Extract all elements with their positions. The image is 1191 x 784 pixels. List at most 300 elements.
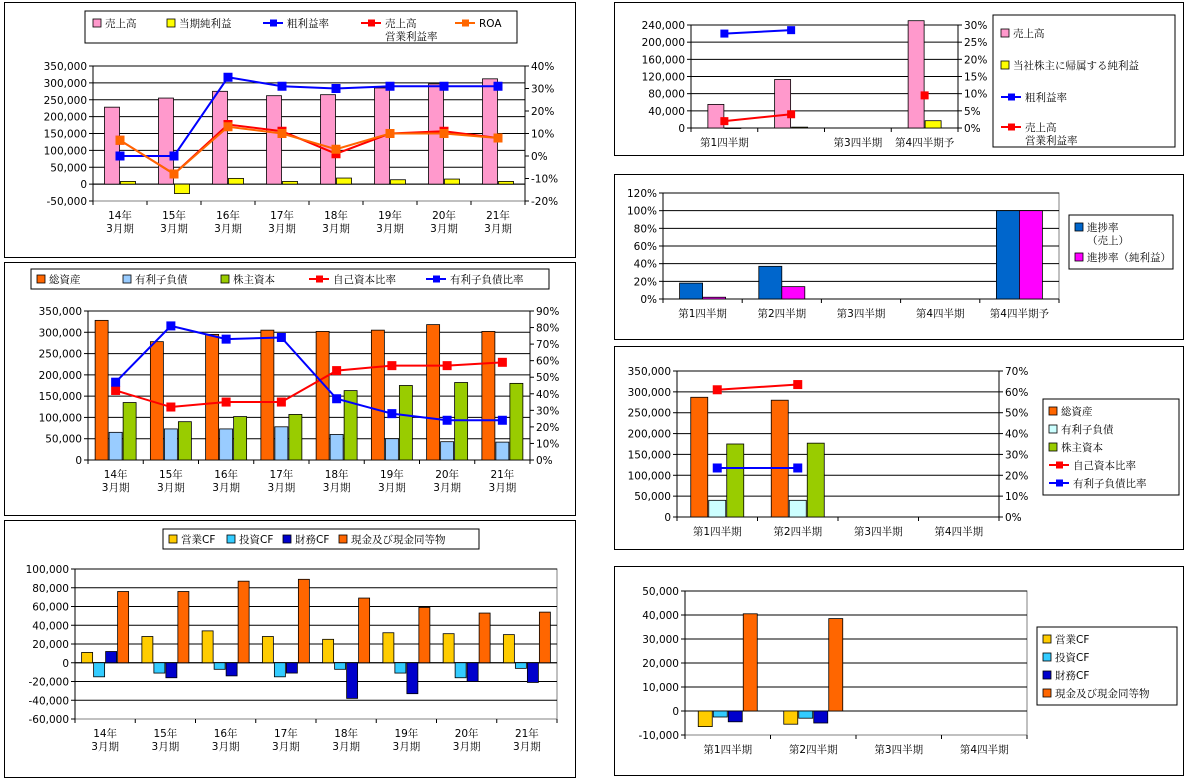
x-tick-label: 第3四半期 (833, 137, 883, 149)
y2-tick-label: 70% (1005, 366, 1029, 378)
y-tick-label: 40,000 (32, 620, 69, 633)
y2-tick-label: 15% (964, 71, 988, 84)
y2-tick-label: 90% (536, 306, 560, 318)
bar (359, 598, 370, 663)
y2-tick-label: 10% (964, 88, 988, 101)
line-point (494, 82, 502, 90)
legend-label: 現金及び現金同等物 (1055, 688, 1150, 700)
y-tick-label: -50,000 (46, 196, 87, 208)
legend-label: 株主資本 (1061, 442, 1103, 454)
bar (445, 179, 460, 184)
legend-swatch (1049, 443, 1057, 451)
y2-tick-label: 50% (1005, 407, 1029, 420)
bar (267, 96, 282, 184)
line-point (167, 322, 175, 330)
chart-panel-quarterly-assets (614, 346, 1184, 550)
x-tick-label: 19年 3月期 (378, 469, 406, 494)
bar (782, 287, 805, 299)
bar (261, 330, 274, 460)
line-point (498, 358, 506, 366)
legend-swatch (1049, 425, 1057, 433)
legend-label: 総資産 (1061, 406, 1093, 418)
line-point (713, 464, 721, 472)
bar (229, 178, 244, 184)
x-tick-label: 第4四半期 (959, 744, 1009, 756)
line-point (386, 82, 394, 90)
chart-panel-sales (4, 2, 576, 258)
bar (996, 211, 1019, 299)
x-tick-label: 14年 3月期 (101, 469, 130, 494)
legend-marker (462, 20, 469, 27)
bar (814, 711, 828, 723)
bar (109, 432, 122, 460)
bar (105, 107, 120, 184)
y2-tick-label: 10% (1005, 491, 1029, 504)
y2-tick-label: 70% (536, 339, 560, 352)
x-tick-label: 第1四半期 (700, 137, 749, 149)
y-tick-label: 0 (75, 455, 82, 467)
y-tick-label: 50,000 (45, 433, 82, 446)
line-point (332, 145, 340, 153)
y-tick-label: 100% (626, 205, 657, 218)
legend-swatch (169, 535, 177, 543)
legend-marker (1008, 124, 1015, 131)
line-point (333, 367, 341, 375)
y2-tick-label: 60% (1005, 386, 1029, 399)
bar (383, 633, 394, 663)
chart-panel-assets (4, 262, 576, 516)
legend-marker (1056, 462, 1063, 469)
legend-swatch (227, 535, 235, 543)
y2-tick-label: 25% (964, 37, 988, 50)
y-tick-label: 120,000 (641, 71, 685, 84)
x-tick-label: 20年 3月期 (430, 210, 458, 235)
bar (166, 663, 177, 678)
legend-label: 有利子負債 (135, 274, 188, 286)
bar (784, 711, 798, 724)
bar (283, 181, 298, 184)
legend-label: 自己資本比率 (333, 274, 396, 286)
legend-label: 有利子負債比率 (1073, 478, 1147, 490)
x-tick-label: 第4四半期予 (895, 137, 955, 149)
y-tick-label: 0 (80, 179, 87, 192)
y-tick-label: 100,000 (627, 470, 671, 483)
bar (483, 79, 498, 184)
y-tick-label: 120% (626, 188, 657, 200)
y-tick-label: 350,000 (43, 61, 87, 73)
x-tick-label: 21年 3月期 (484, 210, 512, 235)
bar (503, 635, 514, 663)
bar (455, 663, 466, 678)
y-tick-label: 200,000 (43, 111, 87, 124)
legend-swatch (1075, 223, 1083, 231)
y2-tick-label: 30% (531, 83, 555, 96)
legend-swatch (93, 19, 101, 27)
chart-quarterly-assets (615, 347, 1185, 551)
line-point (222, 398, 230, 406)
y-tick-label: 40% (633, 258, 657, 271)
y-tick-label: 30,000 (642, 634, 679, 646)
y2-tick-label: 5% (964, 105, 981, 118)
bar (337, 178, 352, 184)
y2-tick-label: 60% (536, 355, 560, 368)
x-tick-label: 20年 3月期 (452, 728, 481, 753)
y-tick-label: 0 (678, 123, 685, 135)
y2-tick-label: -10% (531, 173, 559, 186)
legend-swatch (1075, 253, 1083, 261)
bar (419, 607, 430, 662)
bar (123, 403, 136, 460)
y-tick-label: 60,000 (32, 601, 69, 614)
line-point (333, 395, 341, 403)
line-point (494, 134, 502, 142)
x-tick-label: 第1四半期 (678, 308, 727, 320)
bar (323, 639, 334, 662)
line-point (498, 416, 506, 424)
line-point (116, 152, 124, 160)
x-tick-label: 17年 3月期 (268, 210, 296, 235)
legend-swatch (123, 275, 131, 283)
bar (274, 663, 285, 677)
legend-label: 進捗率（純利益） (1087, 252, 1171, 264)
bar (539, 612, 550, 663)
line-point (112, 386, 120, 394)
bar (789, 500, 806, 517)
chart-quarterly-cashflow (615, 567, 1185, 777)
bar (385, 439, 398, 460)
bar (275, 427, 288, 460)
y2-tick-label: 20% (536, 421, 560, 434)
legend-swatch (1049, 407, 1057, 415)
bar (792, 127, 808, 128)
line-point (713, 386, 721, 394)
legend-label: 有利子負債比率 (450, 274, 524, 286)
x-tick-label: 14年 3月期 (106, 210, 134, 235)
y2-tick-label: 20% (531, 106, 555, 118)
line-point (277, 398, 285, 406)
y-tick-label: 0 (664, 512, 671, 524)
y2-tick-label: 20% (964, 54, 988, 67)
x-tick-label: 17年 3月期 (272, 728, 300, 753)
line-point (224, 73, 232, 81)
bar (206, 334, 219, 460)
bar (775, 80, 791, 128)
bar (395, 663, 406, 673)
chart-panel-cashflow (4, 520, 576, 778)
chart-panel-quarterly-cashflow (614, 566, 1184, 776)
y-tick-label: 250,000 (627, 407, 671, 420)
y-tick-label: 350,000 (38, 306, 82, 318)
y-tick-label: 80% (633, 223, 657, 236)
bar (496, 442, 509, 460)
x-tick-label: 第1四半期 (703, 744, 753, 756)
bar (95, 320, 108, 460)
bar (515, 663, 526, 669)
bar (164, 429, 177, 460)
legend-swatch (167, 19, 175, 27)
line-point (278, 130, 286, 138)
bar (371, 330, 384, 460)
legend-swatch (1001, 61, 1009, 69)
legend-label: 財務CF (295, 534, 330, 546)
y-tick-label: 350,000 (627, 366, 671, 378)
line-point (386, 130, 394, 138)
legend-label: 投資CF (1055, 652, 1090, 664)
bar (479, 613, 490, 663)
legend-label: 有利子負債 (1061, 424, 1114, 436)
bar (799, 711, 813, 718)
legend-marker (433, 276, 440, 283)
legend-label: 売上高営業利益率 (1025, 122, 1078, 147)
x-tick-label: 第4四半期予 (989, 308, 1049, 320)
y2-tick-label: 40% (1005, 428, 1029, 441)
legend-swatch (339, 535, 347, 543)
legend-label: 売上高営業利益率 (385, 18, 438, 43)
y-tick-label: 200,000 (627, 428, 671, 441)
chart-quarterly-sales (615, 3, 1185, 157)
legend-label: 売上高 (105, 18, 137, 30)
y-tick-label: 300,000 (627, 386, 671, 399)
bar (106, 652, 117, 663)
line-point (332, 85, 340, 93)
x-tick-label: 20年 3月期 (433, 469, 461, 494)
bar (289, 414, 302, 460)
y-tick-label: -10,000 (638, 730, 679, 742)
bar (262, 637, 273, 663)
y-tick-label: 200,000 (641, 37, 685, 50)
y-tick-label: 20% (633, 276, 657, 289)
x-tick-label: 19年 3月期 (376, 210, 404, 235)
x-tick-label: 第1四半期 (692, 526, 742, 538)
line-point (440, 82, 448, 90)
legend-label: 営業CF (181, 534, 216, 546)
bar (399, 386, 412, 461)
y-tick-label: 300,000 (38, 327, 82, 340)
x-tick-label: 16年 3月期 (211, 728, 240, 753)
y-tick-label: 20,000 (642, 658, 679, 670)
y-tick-label: 80,000 (648, 88, 685, 101)
y-tick-label: 250,000 (43, 94, 87, 107)
line-point (277, 333, 285, 341)
y-tick-label: 200,000 (38, 369, 82, 382)
bar (527, 663, 538, 683)
y-tick-label: 80,000 (32, 582, 69, 595)
y-tick-label: -60,000 (28, 714, 69, 726)
bar (703, 297, 726, 299)
y-tick-label: 50,000 (634, 491, 671, 504)
x-tick-label: 第3四半期 (836, 308, 886, 320)
chart-progress-rate (615, 175, 1185, 341)
x-tick-label: 18年 3月期 (322, 210, 350, 235)
bar (698, 711, 712, 727)
line-point (116, 136, 124, 144)
x-tick-label: 19年 3月期 (392, 728, 421, 753)
y-tick-label: -40,000 (28, 695, 69, 708)
bar (214, 663, 225, 670)
line-point (921, 92, 928, 99)
bar (121, 181, 136, 184)
y-tick-label: 300,000 (43, 77, 87, 90)
y-tick-label: 0 (672, 706, 679, 718)
line-point (222, 335, 230, 343)
legend-label: 財務CF (1055, 670, 1090, 682)
y2-tick-label: 30% (536, 405, 560, 418)
x-tick-label: 第3四半期 (853, 526, 903, 538)
x-tick-label: 18年 3月期 (322, 469, 351, 494)
y-tick-label: 40,000 (648, 105, 685, 118)
bar (391, 180, 406, 184)
y2-tick-label: 0% (964, 123, 981, 135)
bar (178, 422, 191, 460)
line-point (112, 378, 120, 386)
line-point (224, 123, 232, 131)
bar (94, 663, 105, 677)
y2-tick-label: 0% (531, 151, 548, 163)
line-point (794, 464, 802, 472)
y-tick-label: 150,000 (627, 449, 671, 462)
y-tick-label: 20,000 (32, 639, 69, 651)
legend-label: 営業CF (1055, 634, 1090, 646)
legend-label: 投資CF (239, 534, 274, 546)
legend-label: 自己資本比率 (1073, 460, 1136, 472)
bar (728, 711, 742, 722)
bar (725, 128, 741, 129)
line-point (721, 30, 728, 37)
bar (286, 663, 297, 673)
bar (829, 619, 843, 711)
line-point (278, 82, 286, 90)
bar (709, 500, 726, 517)
bar (807, 443, 824, 517)
y-tick-label: 100,000 (25, 564, 69, 576)
y-tick-label: 250,000 (38, 348, 82, 361)
bar (499, 181, 514, 184)
bar (771, 400, 788, 517)
x-tick-label: 18年 3月期 (332, 728, 360, 753)
legend-marker (368, 20, 375, 27)
legend-marker (270, 20, 277, 27)
y-tick-label: 0% (640, 294, 657, 306)
x-tick-label: 第3四半期 (874, 744, 924, 756)
legend-swatch (1001, 29, 1009, 37)
bar (727, 444, 744, 517)
x-tick-label: 15年 3月期 (157, 469, 185, 494)
bar (118, 592, 129, 663)
y-tick-label: 50,000 (642, 586, 679, 598)
legend-label: 粗利益率 (1025, 92, 1067, 104)
bar (908, 21, 924, 128)
y2-tick-label: -20% (531, 196, 559, 208)
bar (298, 579, 309, 662)
bar (759, 266, 782, 299)
line-point (170, 152, 178, 160)
y2-tick-label: 0% (1005, 512, 1022, 524)
line-point (388, 362, 396, 370)
y-tick-label: 40,000 (642, 610, 679, 622)
y-tick-label: 100,000 (43, 145, 87, 158)
legend-marker (1008, 94, 1015, 101)
bar (482, 331, 495, 460)
y-tick-label: 240,000 (641, 20, 685, 32)
y-tick-label: 150,000 (38, 391, 82, 404)
legend-label: 当社株主に帰属する純利益 (1013, 60, 1139, 72)
bar (427, 325, 440, 460)
bar (234, 417, 247, 460)
line-point (388, 410, 396, 418)
bar (743, 614, 757, 711)
chart-panel-quarterly-sales (614, 2, 1184, 156)
legend-swatch (1043, 689, 1051, 697)
line-point (167, 403, 175, 411)
bar (1019, 211, 1042, 299)
line-point (170, 170, 178, 178)
x-tick-label: 第2四半期 (773, 526, 823, 538)
bar (441, 442, 454, 460)
y-tick-label: 150,000 (43, 128, 87, 141)
y2-tick-label: 10% (531, 128, 555, 141)
bar (467, 663, 478, 682)
x-tick-label: 第2四半期 (757, 308, 807, 320)
bar (238, 581, 249, 663)
legend-label: 売上高 (1013, 28, 1045, 40)
line-point (440, 130, 448, 138)
y2-tick-label: 30% (964, 20, 988, 32)
legend-swatch (1043, 653, 1051, 661)
x-tick-label: 16年 3月期 (214, 210, 242, 235)
legend-label: 総資産 (49, 274, 81, 286)
bar (178, 592, 189, 663)
bar (510, 383, 523, 460)
chart-cashflow (5, 521, 577, 779)
bar (154, 663, 165, 673)
bar (925, 121, 941, 128)
bar (713, 711, 727, 717)
bar (347, 663, 358, 699)
y2-tick-label: 30% (1005, 449, 1029, 462)
chart-panel-progress (614, 174, 1184, 340)
legend-marker (316, 276, 323, 283)
y2-tick-label: 0% (536, 455, 553, 467)
y-tick-label: 160,000 (641, 54, 685, 67)
x-tick-label: 15年 3月期 (151, 728, 180, 753)
y-tick-label: 50,000 (50, 162, 87, 175)
legend-label: 粗利益率 (287, 18, 329, 30)
bar (321, 95, 336, 184)
x-tick-label: 17年 3月期 (267, 469, 296, 494)
line-point (721, 118, 728, 125)
legend-swatch (221, 275, 229, 283)
bar (220, 429, 233, 460)
bar (316, 331, 329, 460)
chart-sales-profit (5, 3, 577, 259)
legend-label: 進捗率（売上） (1087, 222, 1129, 247)
legend-swatch (283, 535, 291, 543)
legend-marker (1056, 480, 1063, 487)
bar (175, 184, 190, 193)
bar (82, 652, 93, 662)
x-tick-label: 21年 3月期 (513, 728, 541, 753)
y-tick-label: 10,000 (642, 682, 679, 694)
x-tick-label: 第4四半期 (915, 308, 965, 320)
bar (443, 634, 454, 663)
y2-tick-label: 20% (1005, 470, 1029, 483)
line-point (788, 111, 795, 118)
line-point (794, 381, 802, 389)
plot-area (677, 371, 999, 517)
legend-label: 現金及び現金同等物 (351, 534, 446, 546)
y-tick-label: -20,000 (28, 676, 69, 689)
legend-swatch (37, 275, 45, 283)
